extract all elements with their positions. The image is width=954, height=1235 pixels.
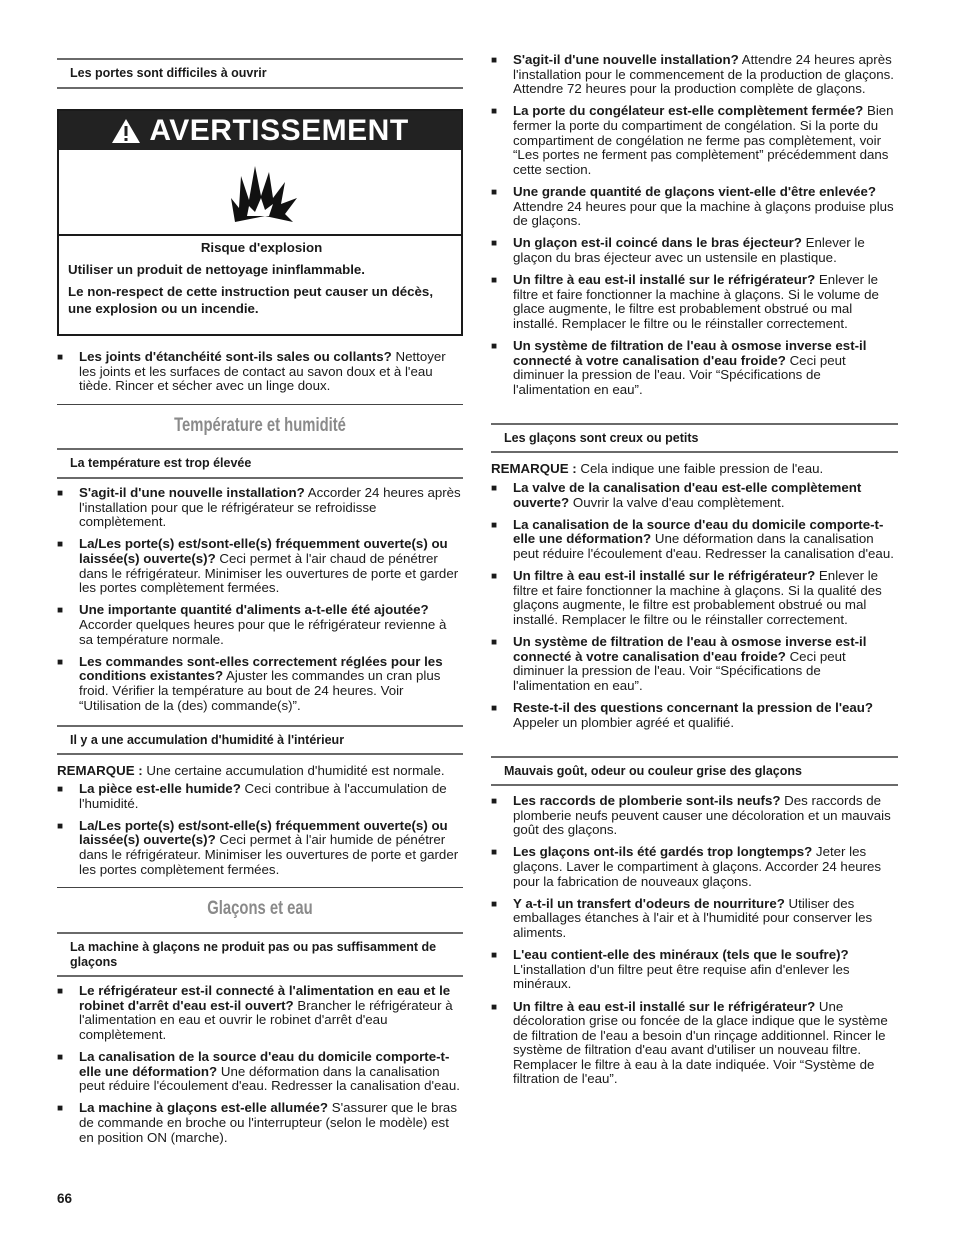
list-item: ■ Un filtre à eau est-il installé sur le réfrigérateur? Une décoloration grise ou foncée de la glace indique que le système de filtration de l'eau a besoin d'un rinçage additionnel. Rincer le système de filtration d'eau avant d'utiliser un nouveau filtre. Remplacer le filtre à eau à la date indiquée. Voir “Système de filtration de l'eau”. (491, 998, 888, 1087)
section-divider (57, 887, 463, 888)
list-item: ■ La canalisation de la source d'eau du domicile comporte-t-elle une déformation? Une déformation dans la canalisation peut réduire l'écoulement d'eau. Redresser la canalisation d'eau. (491, 516, 894, 561)
list-item: ■ La pièce est-elle humide? Ceci contribue à l'accumulation de l'humidité. (57, 781, 447, 811)
warning-title: AVERTISSEMENT (149, 113, 409, 147)
list-item: ■ Les joints d'étanchéité sont-ils sales ou collants? Nettoyer les joints et les surfaces de contact au savon doux et à l'eau tiède. Rincer et sécher avec un linge doux. (57, 349, 446, 394)
warning-line-2: Le non-respect de cette instruction peut causer un décès, une explosion ou un incendie. (68, 284, 434, 316)
list-item: ■ Reste-t-il des questions concernant la pression de l'eau? Appeler un plombier agréé et qualifié. (491, 700, 874, 730)
list-item: ■ Un système de filtration de l'eau à osmose inverse est-il connecté à votre canalisation d'eau froide? Ceci peut diminuer la pression de l'eau. Voir “Spécifications de l'alimentation en eau”. (491, 338, 867, 397)
list-item: ■ La canalisation de la source d'eau du domicile comporte-t-elle une déformation? Une déformation dans la canalisation peut réduire l'écoulement d'eau. Redresser la canalisation d'eau. (57, 1048, 460, 1094)
doors-list (57, 350, 463, 401)
list-item: ■ Les glaçons ont-ils été gardés trop longtemps? Jeter les glaçons. Laver le compartiment à glaçons. Accorder 24 heures pour la fabrication de nouveaux glaçons. (491, 844, 882, 889)
warning-triangle-icon (111, 118, 141, 144)
list-item: ■ S'agit-il d'une nouvelle installation? Attendre 24 heures après l'installation pour le commencement de la production de glaçons. Attendre 72 heures pour la production complète de glaçons. (491, 52, 894, 97)
list-item: ■ La porte du congélateur est-elle complètement fermée? Bien fermer la porte du compartiment de congélation. Si la porte du compartiment de congélation ne ferme pas complètement, voir “Les portes ne ferment pas complètement” précédemment dans cette section. (491, 103, 894, 177)
section-divider (57, 404, 463, 405)
list-item: ■ La/Les porte(s) est/sont-elle(s) fréquemment ouverte(s) ou laissée(s) ouverte(s)? Ceci permet à l'air humide de pénétrer dans le réfrigérateur. Minimiser les ouvertures de porte et garder les portes complètement fermées. (57, 817, 459, 877)
list-item: ■ La valve de la canalisation d'eau est-elle complètement ouverte? Ouvrir la valve d'eau complètement. (491, 480, 862, 510)
ice-list-continued (491, 53, 898, 405)
list-item: ■ L'eau contient-elle des minéraux (tels que le soufre)? L'installation d'un filtre peut être requise afin d'enlever les minéraux. (491, 947, 850, 992)
subheading-temperature: La température est trop élevée (57, 448, 463, 479)
section-title-temperature: Température et humidité (174, 415, 346, 436)
page-number: 66 (57, 1191, 73, 1206)
hollow-note: REMARQUE : Cela indique une faible pression de l'eau. (491, 461, 824, 476)
subheading-hollow-ice: Les glaçons sont creux ou petits (491, 423, 898, 453)
list-item: ■ La/Les porte(s) est/sont-elle(s) fréquemment ouverte(s) ou laissée(s) ouverte(s)? Ceci permet à l'air chaud de pénétrer dans le réfrigérateur. Minimiser les ouvertures de porte et garder les portes complètement fermées. (57, 536, 459, 596)
subheading-taste-odor: Mauvais goût, odeur ou couleur grise des glaçons (491, 756, 898, 786)
hollow-ice-list (491, 481, 898, 738)
list-item: ■ Un filtre à eau est-il installé sur le réfrigérateur? Enlever le filtre et faire fonctionner la machine à glaçons. Si la qualité des glaçons augmente, le filtre est probablement obstrué ou mal installé. Remplacer le filtre ou le réinstaller correctement. (491, 568, 882, 627)
warning-box (57, 109, 463, 336)
section-title-ice: Glaçons et eau (207, 898, 313, 919)
list-item: ■ Une grande quantité de glaçons vient-elle d'être enlevée? Attendre 24 heures pour que la machine à glaçons produise plus de glaçons. (491, 183, 894, 229)
list-item: ■ Y a-t-il un transfert d'odeurs de nourriture? Utiliser des emballages étanches à l'air et à l'humidité pour conserver les aliments. (491, 895, 873, 940)
subheading-ice-production: La machine à glaçons ne produit pas ou pas suffisamment de glaçons (57, 932, 463, 977)
warning-risk: Risque d'explosion (200, 240, 323, 255)
list-item: ■ La machine à glaçons est-elle allumée? S'assurer que le bras de commande en broche ou l'interrupteur (selon le modèle) est en position ON (marche). (57, 1100, 457, 1145)
list-item: ■ Un glaçon est-il coincé dans le bras éjecteur? Enlever le glaçon du bras éjecteur avec un ustensile en plastique. (491, 235, 865, 265)
list-item: ■ Les commandes sont-elles correctement réglées pour les conditions existantes? Ajuster les commandes un cran plus froid. Vérifier la température au bout de 24 heures. Voir “Utilisation de la (des) commande(s)”. (57, 653, 443, 713)
list-item: ■ Les raccords de plomberie sont-ils neufs? Des raccords de plomberie neufs peuvent causer une décoloration et un mauvais goût des glaçons. (491, 793, 891, 838)
list-item: ■ Une importante quantité d'aliments a-t-elle été ajoutée? Accorder quelques heures pour que le réfrigérateur revienne à sa température normale. (57, 602, 447, 647)
taste-odor-list (491, 794, 898, 1095)
explosion-icon-area (59, 150, 461, 236)
list-item: ■ Un système de filtration de l'eau à osmose inverse est-il connecté à votre canalisation d'eau froide? Ceci peut diminuer la pression de l'eau. Voir “Spécifications de l'alimentation en eau”. (491, 634, 867, 693)
warning-header (59, 111, 461, 150)
list-item: ■ Le réfrigérateur est-il connecté à l'alimentation en eau et le robinet d'arrêt d'eau est-il ouvert? Brancher le réfrigérateur à l'alimentation en eau et ouvrir le robinet d'arrêt d'eau complètement. (57, 983, 453, 1042)
subheading-humidity: Il y a une accumulation d'humidité à l'intérieur (57, 725, 463, 755)
list-item: ■ Un filtre à eau est-il installé sur le réfrigérateur? Enlever le filtre et faire fonctionner la machine à glaçons. Si le volume de glace augmente, le filtre est probablement obstrué ou mal installé. Remplacer le filtre ou le réinstaller correctement. (491, 272, 879, 331)
list-item: ■ S'agit-il d'une nouvelle installation? Accorder 24 heures après l'installation pour que le réfrigérateur se refroidisse complètement. (57, 485, 461, 530)
humidity-list (57, 782, 463, 885)
temperature-list (57, 486, 463, 721)
ice-list (57, 984, 463, 1153)
warning-text (68, 239, 455, 322)
warning-line-1: Utiliser un produit de nettoyage ininflammable. (68, 262, 365, 277)
subheading-doors: Les portes sont difficiles à ouvrir (57, 58, 463, 89)
humidity-note: REMARQUE : Une certaine accumulation d'humidité est normale. (57, 763, 445, 778)
explosion-icon (229, 158, 299, 226)
